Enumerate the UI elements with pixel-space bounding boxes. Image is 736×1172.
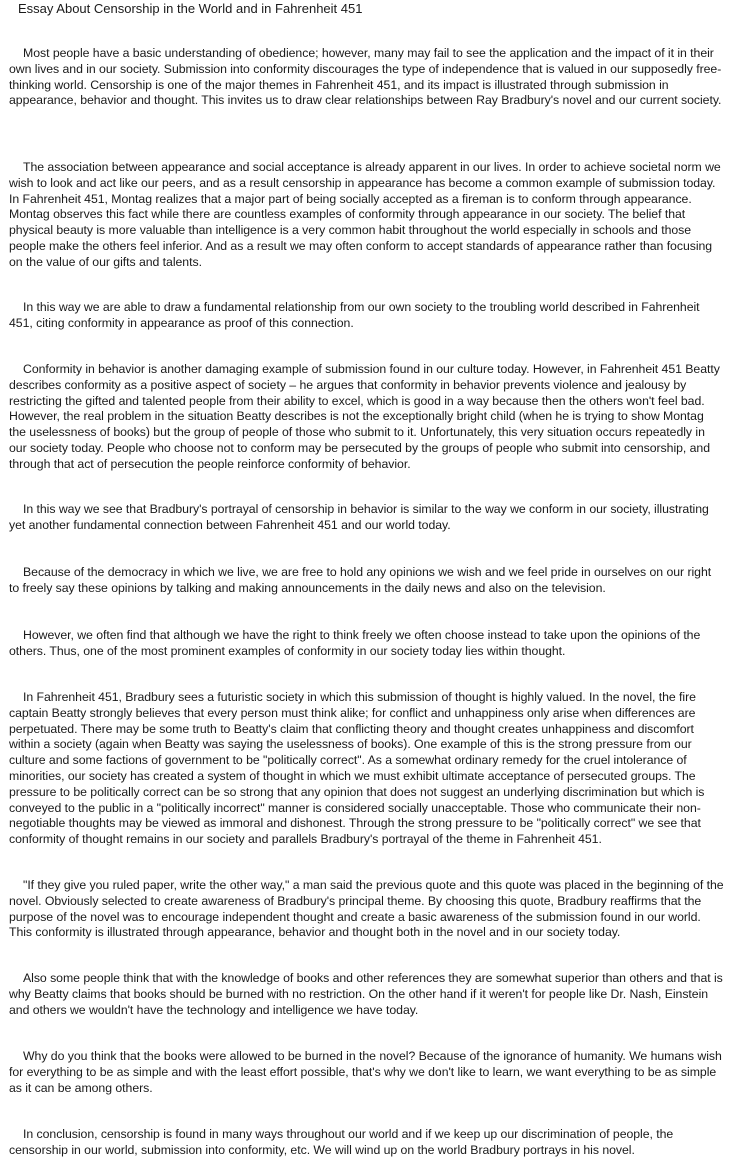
essay-paragraph-6: Because of the democracy in which we live, we are free to hold any opinions we wish and we feel pride in ourselves on our right to freely say these opinions by talking and making announcements in the daily news and also on the television. [9, 565, 712, 595]
essay-paragraph-12: In conclusion, censorship is found in many ways throughout our world and if we keep up our discrimination of people, the censorship in our world, submission into conformity, etc. We will wind up on the world Bradbury portrays in his novel. [9, 1127, 674, 1157]
essay-paragraph-2: The association between appearance and social acceptance is already apparent in our lives. In order to achieve societal norm we wish to look and act like our peers, and as a result censorship in appearance has become a common example of submission today. In Fahrenheit 451, Montag realizes that a major part of being socially accepted as a fireman is to conform through appearance. Montag observes this fact while there are countless examples of conformity through appearance in our society. The belief that physical beauty is more valuable than intelligence is a very common habit throughout the world especially in schools and those people make the others feel inferior. And as a result we may often conform to accept standards of appearance rather than focusing on the value of our gifts and talents. [9, 160, 721, 269]
essay-paragraph-4: Conformity in behavior is another damaging example of submission found in our culture today. However, in Fahrenheit 451 Beatty describes conformity as a positive aspect of society – he argues that conformity in behavior prevents violence and jealousy by restricting the gifted and talented people from their ability to excel, which is good in a way because then the others won't feel bad. However, the real problem in the situation Beatty describes is not the exceptionally bright child (when he is trying to show Montag the uselessness of books) but the group of people of those who submit to it. Unfortunately, this very situation occurs repeatedly in our society today. People who choose not to conform may be persecuted by the groups of people who submit into censorship, and through that act of persecution the people reinforce conformity of behavior. [9, 362, 720, 471]
essay-paragraph-11: Why do you think that the books were allowed to be burned in the novel? Because of the ignorance of humanity. We humans wish for everything to be as simple and with the least effort possible, that's why we don't like to learn, we want everything to be as simple as it can be among others. [9, 1049, 722, 1095]
essay-paragraph-10: Also some people think that with the knowledge of books and other references they are somewhat superior than others and that is why Beatty claims that books should be burned with no restriction. On the other hand if it weren't for people like Dr. Nash, Einstein and others we wouldn't have the technology and intelligence we have today. [9, 971, 723, 1017]
essay-paragraph-8: In Fahrenheit 451, Bradbury sees a futuristic society in which this submission of thought is highly valued. In the novel, the fire captain Beatty strongly believes that every person must think alike; for conflict and unhappiness only arise when differences are perpetuated. There may be some truth to Beatty's claim that conflicting theory and thought creates unhappiness and discomfort within a society (again when Beatty was saying the uselessness of books). One example of this is the strong pressure from our culture and some factions of government to be "politically correct". As a somewhat ordinary remedy for the cruel intolerance of minorities, our society has created a system of thought in which we must exhibit ultimate acceptance of persecuted groups. The pressure to be politically correct can be so strong that any opinion that does not suggest an underlying discrimination but which is conveyed to the public in a "politically incorrect" manner is considered socially unacceptable. Those who communicate their non-negotiable thoughts may be viewed as immoral and dishonest. Through the strong pressure to be "politically correct" we see that conformity of thought remains in our society and parallels Bradbury's portrayal of the theme in Fahrenheit 451. [9, 690, 705, 847]
essay-paragraph-9: "If they give you ruled paper, write the other way," a man said the previous quote and this quote was placed in the beginning of the novel. Obviously selected to create awareness of Bradbury's principal theme. By choosing this quote, Bradbury reaffirms that the purpose of the novel was to encourage independent thought and create a basic awareness of the submission found in our world. This conformity is illustrated through appearance, behavior and thought both in the novel and in our society today. [9, 878, 724, 940]
essay-paragraph-5: In this way we see that Bradbury's portrayal of censorship in behavior is similar to the way we conform in our society, illustrating yet another fundamental connection between Fahrenheit 451 and our world today. [9, 502, 709, 532]
essay-paragraph-1: Most people have a basic understanding of obedience; however, many may fail to see the application and the impact of it in their own lives and in our society. Submission into conformity discourages the type of independence that is valued in our supposedly free-thinking world. Censorship is one of the major themes in Fahrenheit 451, and its impact is illustrated through submission in appearance, behavior and thought. This invites us to draw clear relationships between Ray Bradbury's novel and our current society. [9, 46, 722, 108]
essay-paragraph-3: In this way we are able to draw a fundamental relationship from our own society to the troubling world described in Fahrenheit 451, citing conformity in appearance as proof of this connection. [9, 300, 700, 330]
essay-title: Essay About Censorship in the World and in Fahrenheit 451 [18, 1, 363, 16]
essay-paragraph-7: However, we often find that although we have the right to think freely we often choose instead to take upon the opinions of the others. Thus, one of the most prominent examples of conformity in our society today lies within thought. [9, 628, 701, 658]
